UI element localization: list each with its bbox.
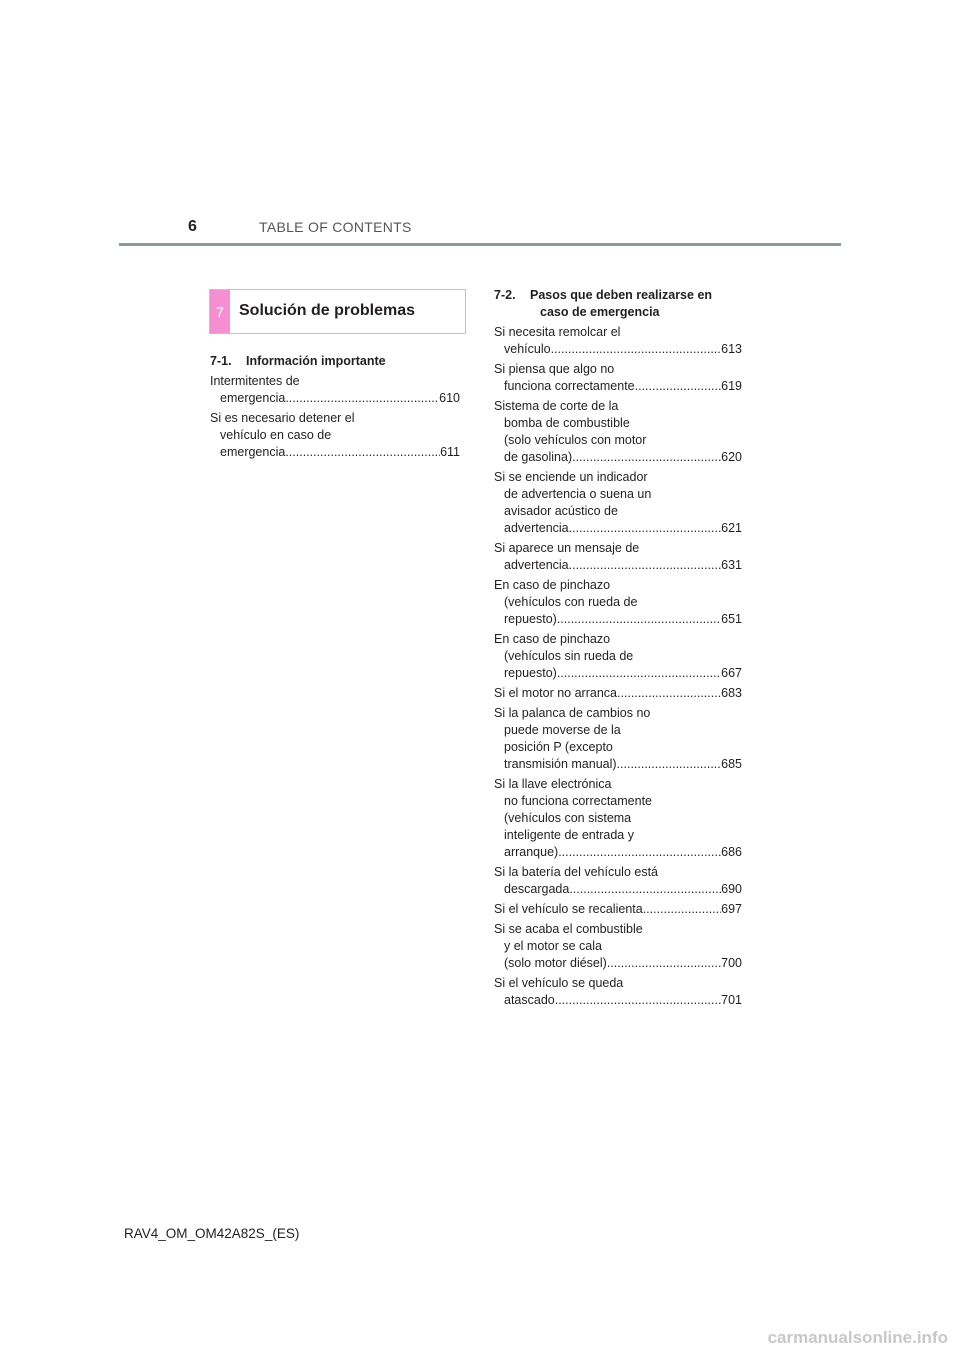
toc-entry-line: Si el motor no arranca	[494, 686, 617, 700]
dot-leader	[557, 611, 721, 628]
toc-entry-line: (vehículos con sistema	[504, 811, 632, 825]
toc-entry[interactable]	[494, 631, 742, 682]
section-title-line: caso de emergencia	[540, 305, 660, 319]
toc-entry[interactable]	[494, 975, 742, 1009]
watermark: carmanualsonline.info	[767, 1328, 948, 1347]
page-reference[interactable]: 685	[721, 757, 742, 771]
page-reference[interactable]: 620	[721, 450, 742, 464]
toc-column-left	[210, 353, 460, 464]
toc-entry-leader-line	[494, 378, 742, 395]
toc-entry-line: Si necesita remolcar el	[494, 325, 621, 339]
toc-entry-line: transmisión manual)	[504, 757, 617, 771]
page-reference[interactable]: 700	[721, 956, 742, 970]
chapter-heading	[209, 289, 466, 334]
header-title: TABLE OF CONTENTS	[259, 219, 412, 235]
dot-leader	[551, 341, 722, 358]
toc-entry-leader-line	[494, 901, 742, 918]
toc-entry-line: inteligente de entrada y	[504, 828, 634, 842]
toc-entry-line: Si el vehículo se recalienta	[494, 902, 643, 916]
toc-entry-line: Si piensa que algo no	[494, 362, 615, 376]
toc-entry-leader-line	[210, 390, 460, 407]
toc-entry-line: Si se acaba el combustible	[494, 922, 643, 936]
toc-entry-line: de advertencia o suena un	[504, 487, 652, 501]
toc-entry-line: (vehículos con rueda de	[504, 595, 638, 609]
dot-leader	[617, 756, 722, 773]
toc-entry[interactable]	[494, 361, 742, 395]
dot-leader	[558, 844, 721, 861]
page-reference[interactable]: 619	[721, 379, 742, 393]
toc-entry-line: bomba de combustible	[504, 416, 630, 430]
toc-entry-leader-line	[494, 685, 742, 702]
toc-entry-line: En caso de pinchazo	[494, 578, 611, 592]
toc-entry-line: Si la llave electrónica	[494, 777, 612, 791]
toc-entry-line: Si aparece un mensaje de	[494, 541, 640, 555]
toc-entry-line: Si se enciende un indicador	[494, 470, 648, 484]
section-title	[494, 287, 742, 321]
toc-entry-leader-line	[494, 449, 742, 466]
dot-leader	[285, 390, 439, 407]
toc-entry-line: vehículo	[504, 342, 551, 356]
toc-entry-leader-line	[494, 881, 742, 898]
section-title-line: Pasos que deben realizarse en	[530, 288, 713, 302]
toc-entry-line: (vehículos sin rueda de	[504, 649, 634, 663]
toc-entry-line: Si el vehículo se queda	[494, 976, 624, 990]
dot-leader	[643, 901, 721, 918]
page-reference[interactable]: 667	[721, 666, 742, 680]
toc-entry-line: emergencia	[220, 391, 286, 405]
dot-leader	[557, 665, 721, 682]
toc-entry-line: arranque)	[504, 845, 559, 859]
toc-entry-line: Si la batería del vehículo está	[494, 865, 658, 879]
page-reference[interactable]: 610	[439, 391, 460, 405]
toc-entry[interactable]	[494, 921, 742, 972]
toc-entries	[210, 373, 460, 461]
toc-entry-leader-line	[494, 611, 742, 628]
toc-entry-line: funciona correctamente	[504, 379, 635, 393]
toc-entry-leader-line	[494, 341, 742, 358]
toc-entry-line: puede moverse de la	[504, 723, 621, 737]
dot-leader	[569, 881, 721, 898]
toc-entry[interactable]	[494, 577, 742, 628]
header-rule	[119, 243, 841, 246]
dot-leader	[569, 520, 722, 537]
toc-entry-line: y el motor se cala	[504, 939, 602, 953]
page-reference[interactable]: 683	[721, 686, 742, 700]
page-reference[interactable]: 621	[721, 521, 742, 535]
chapter-title: Solución de problemas	[239, 302, 416, 319]
dot-leader	[285, 444, 440, 461]
toc-entry-line: (solo vehículos con motor	[504, 433, 647, 447]
dot-leader	[635, 378, 722, 395]
toc-entry-leader-line	[494, 756, 742, 773]
page-reference[interactable]: 611	[440, 445, 460, 459]
toc-entry-leader-line	[494, 955, 742, 972]
toc-entry[interactable]	[494, 901, 742, 918]
toc-column-right	[494, 287, 742, 1012]
section-heading	[210, 353, 460, 370]
section-heading	[494, 287, 742, 321]
dot-leader	[569, 557, 722, 574]
page-reference[interactable]: 690	[721, 882, 742, 896]
page-reference[interactable]: 613	[721, 342, 742, 356]
toc-entry[interactable]	[210, 373, 460, 407]
toc-entry-line: no funciona correctamente	[504, 794, 653, 808]
toc-entry-leader-line	[494, 557, 742, 574]
page-reference[interactable]: 701	[721, 993, 742, 1007]
page-reference[interactable]: 697	[721, 902, 742, 916]
toc-entry-leader-line	[494, 520, 742, 537]
toc-entry-line: descargada	[504, 882, 570, 896]
toc-entry-line: Si la palanca de cambios no	[494, 706, 651, 720]
toc-entry-line: advertencia	[504, 521, 569, 535]
toc-entry-line: vehículo en caso de	[220, 428, 332, 442]
section-title: Información importante	[246, 354, 386, 368]
section-number: 7-2.	[494, 288, 516, 302]
toc-entry[interactable]	[210, 410, 460, 461]
toc-entry-leader-line	[494, 665, 742, 682]
toc-entry-leader-line	[494, 844, 742, 861]
toc-entry-line: posición P (excepto	[504, 740, 613, 754]
dot-leader	[617, 685, 721, 702]
toc-entry[interactable]	[494, 776, 742, 861]
toc-entry-line: avisador acústico de	[504, 504, 618, 518]
toc-entry-line: Si es necesario detener el	[210, 411, 355, 425]
toc-entry-line: En caso de pinchazo	[494, 632, 611, 646]
toc-entries	[494, 324, 742, 1009]
toc-entry-line: emergencia	[220, 445, 286, 459]
toc-entry[interactable]	[494, 540, 742, 574]
toc-entry[interactable]	[494, 469, 742, 537]
page-reference[interactable]: 686	[721, 845, 742, 859]
toc-entry-line: Sistema de corte de la	[494, 399, 619, 413]
toc-entry-line: Intermitentes de	[210, 374, 300, 388]
dot-leader	[607, 955, 721, 972]
toc-entry[interactable]	[494, 398, 742, 466]
toc-entry[interactable]	[494, 685, 742, 702]
toc-entry-line: repuesto)	[504, 612, 557, 626]
chapter-number-tab: 7	[210, 290, 230, 333]
document-code: RAV4_OM_OM42A82S_(ES)	[124, 1226, 300, 1241]
toc-entry-leader-line	[494, 992, 742, 1009]
section-number: 7-1.	[210, 354, 232, 368]
toc-entry-line: de gasolina)	[504, 450, 573, 464]
page-reference[interactable]: 651	[721, 612, 742, 626]
dot-leader	[572, 449, 721, 466]
dot-leader	[555, 992, 721, 1009]
toc-entry-line: (solo motor diésel)	[504, 956, 607, 970]
toc-entry[interactable]	[494, 864, 742, 898]
toc-entry-leader-line	[210, 444, 460, 461]
toc-entry[interactable]	[494, 324, 742, 358]
toc-entry-line: repuesto)	[504, 666, 557, 680]
page-reference[interactable]: 631	[721, 558, 742, 572]
toc-entry-line: advertencia	[504, 558, 569, 572]
toc-entry[interactable]	[494, 705, 742, 773]
toc-entry-line: atascado	[504, 993, 555, 1007]
page-number: 6	[188, 218, 197, 235]
